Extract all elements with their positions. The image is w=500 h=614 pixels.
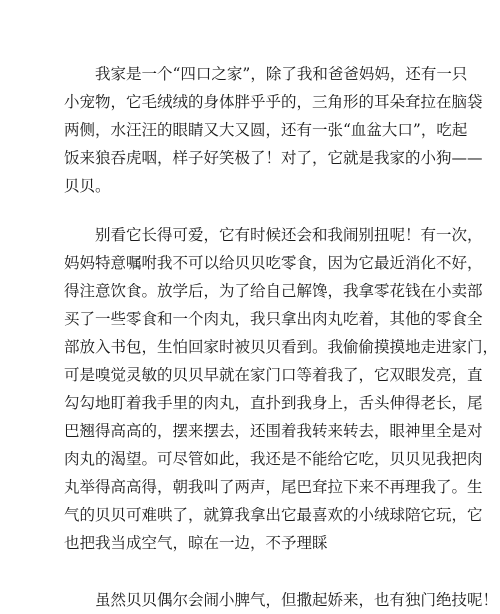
paragraph-gap [64,200,436,221]
text-line: 贝贝。 [64,177,111,195]
text-line: 买了一些零食和一个肉丸，我只拿出肉丸吃着，其他的零食全 [64,310,483,328]
text-line: 小宠物，它毛绒绒的身体胖乎乎的，三角形的耳朵耷拉在脑袋 [64,93,483,111]
paragraph-gap [64,557,436,586]
paragraph-3 [64,586,499,614]
text-line: 气的贝贝可难哄了，就算我拿出它最喜欢的小绒球陪它玩，它 [64,506,483,524]
text-line: 也把我当成空气，晾在一边，不予理睬 [64,534,328,552]
text-line: 得注意饮食。放学后，为了给自己解馋，我拿零花钱在小卖部 [64,282,483,300]
text-line: 部放入书包，生怕回家时被贝贝看到。我偷偷摸摸地走进家门， [64,338,499,356]
document-body [64,60,499,614]
text-line: 丸举得高高得，朝我叫了两声，尾巴耷拉下来不再理我了。生 [64,478,483,496]
text-line: 我家是一个“四口之家”，除了我和爸爸妈妈，还有一只 [95,65,468,83]
text-line: 肉丸的渴望。可尽管如此，我还是不能给它吃，贝贝见我把肉 [64,450,483,468]
text-line: 虽然贝贝偶尔会闹小脾气，但撒起娇来，也有独门绝技呢！ [95,591,499,609]
text-line: 勾勾地盯着我手里的肉丸，直扑到我身上，舌头伸得老长，尾 [64,394,483,412]
text-line: 饭来狼吞虎咽，样子好笑极了！对了，它就是我家的小狗—— [64,149,483,167]
text-line: 妈妈特意嘱咐我不可以给贝贝吃零食，因为它最近消化不好， [64,254,483,272]
text-line: 巴翘得高高的，摆来摆去，还围着我转来转去，眼神里全是对 [64,422,483,440]
paragraph-2 [64,221,499,557]
paragraph-1 [64,60,483,200]
text-line: 别看它长得可爱，它有时候还会和我闹别扭呢！有一次， [95,226,483,244]
text-line: 可是嗅觉灵敏的贝贝早就在家门口等着我了，它双眼发亮，直 [64,366,483,384]
text-line: 两侧，水汪汪的眼睛又大又圆，还有一张“血盆大口”，吃起 [64,121,468,139]
